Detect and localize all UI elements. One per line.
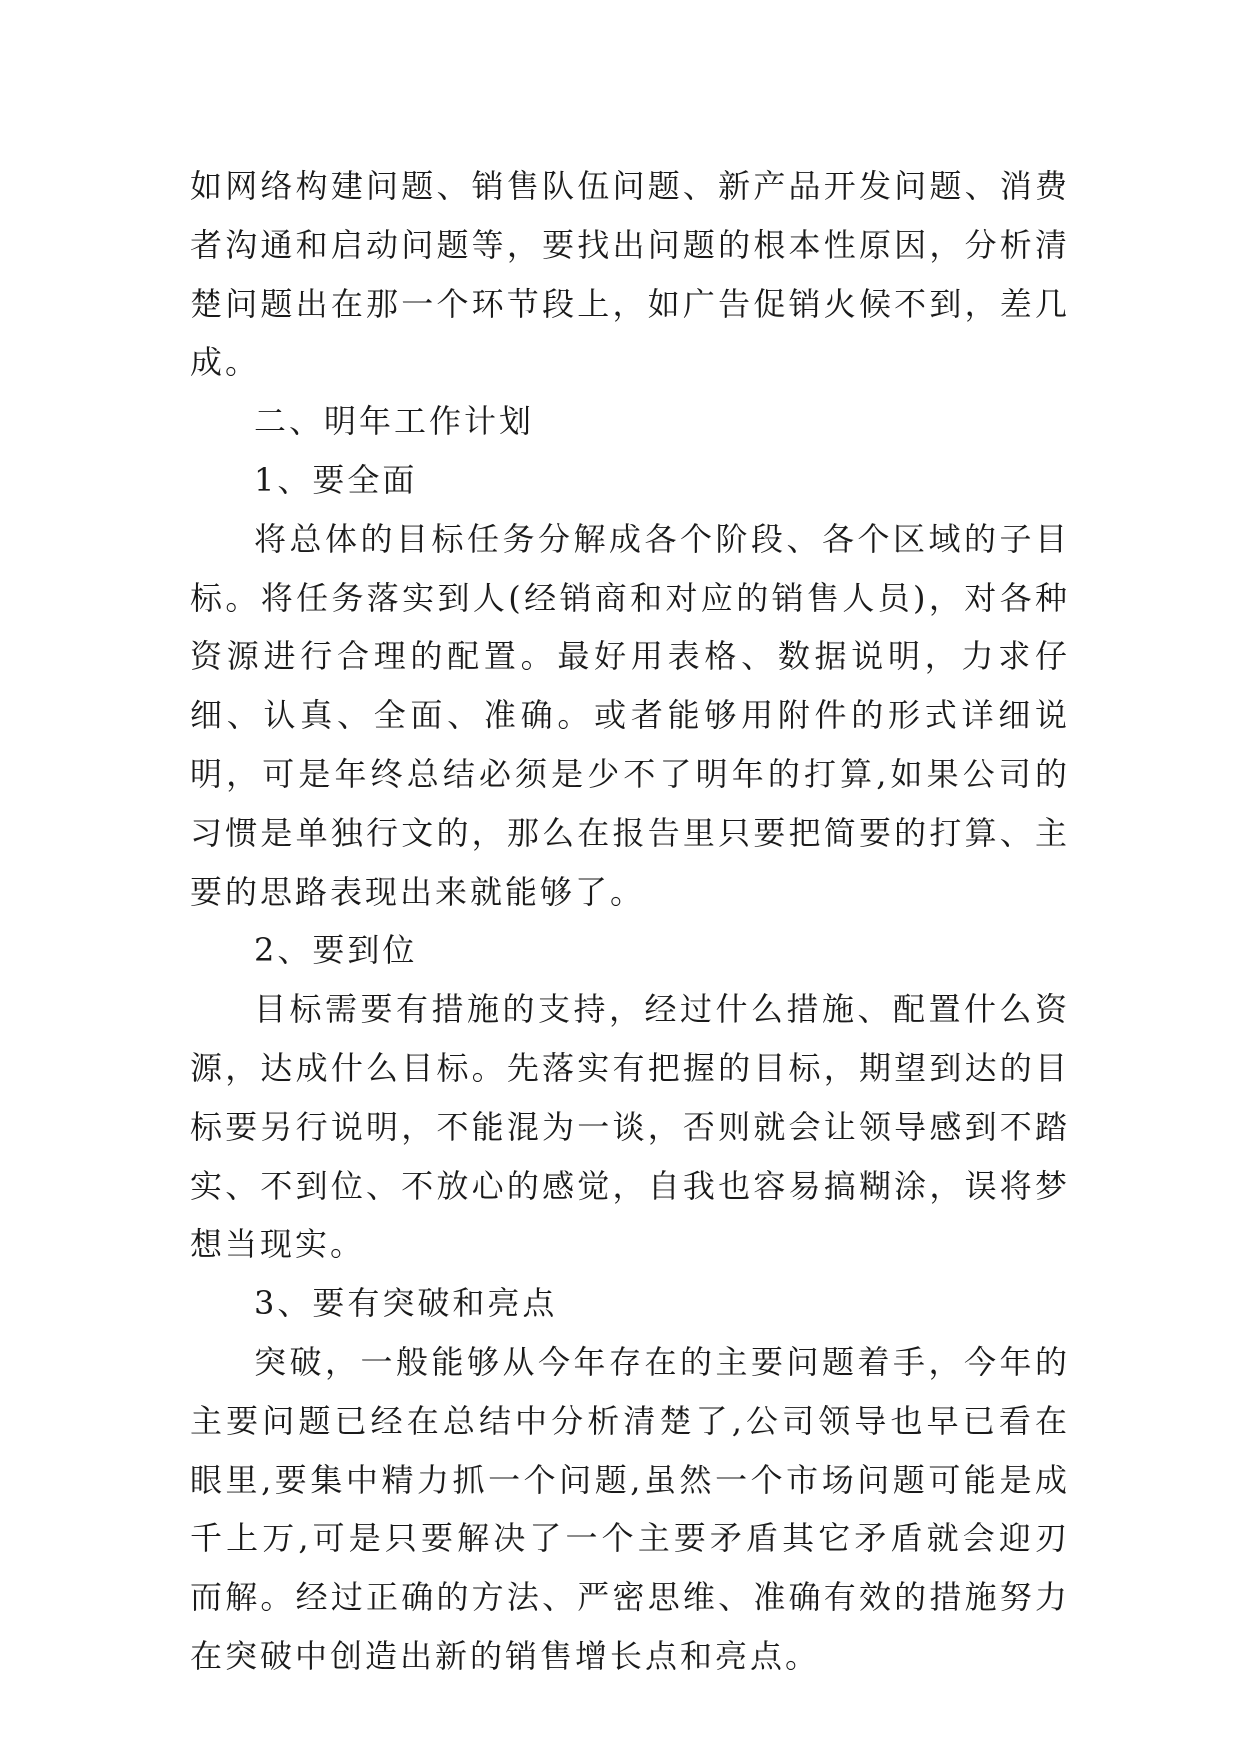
paragraph-breakthrough: 突破，一般能够从今年存在的主要问题着手，今年的主要问题已经在总结中分析清楚了,公司领导也早已看在眼里,要集中精力抓一个问题,虽然一个市场问题可能是成千上万,可是只要解决了一个主要矛盾其它矛盾就会迎刃而解。经过正确的方法、严密思维、准确有效的措施努力在突破中创造出新的销售增长点和亮点。 <box>190 1342 1070 1675</box>
heading-next-year-plan: 二、明年工作计划 <box>254 402 535 441</box>
paragraph-comprehensive: 将总体的目标任务分解成各个阶段、各个区域的子目标。将任务落实到人(经销商和对应的销售人员)，对各种资源进行合理的配置。最好用表格、数据说明，力求仔细、认真、全面、准确。或者能够用附件的形式详细说明，可是年终总结必须是少不了明年的打算,如果公司的习惯是单独行文的，那么在报告里只要把简要的打算、主要的思路表现出来就能够了。 <box>190 519 1070 911</box>
subheading-comprehensive: 1、要全面 <box>254 460 418 499</box>
subheading-breakthrough: 3、要有突破和亮点 <box>254 1284 558 1323</box>
document-page <box>190 157 1070 1686</box>
paragraph-in-place: 目标需要有措施的支持，经过什么措施、配置什么资源，达成什么目标。先落实有把握的目标，期望到达的目标要另行说明，不能混为一谈，否则就会让领导感到不踏实、不到位、不放心的感觉，自我也容易搞糊涂，误将梦想当现实。 <box>190 990 1070 1264</box>
subheading-in-place: 2、要到位 <box>254 931 418 970</box>
paragraph-problems-continued: 如网络构建问题、销售队伍问题、新产品开发问题、消费者沟通和启动问题等，要找出问题的根本性原因，分析清楚问题出在那一个环节段上，如广告促销火候不到，差几成。 <box>190 167 1070 382</box>
